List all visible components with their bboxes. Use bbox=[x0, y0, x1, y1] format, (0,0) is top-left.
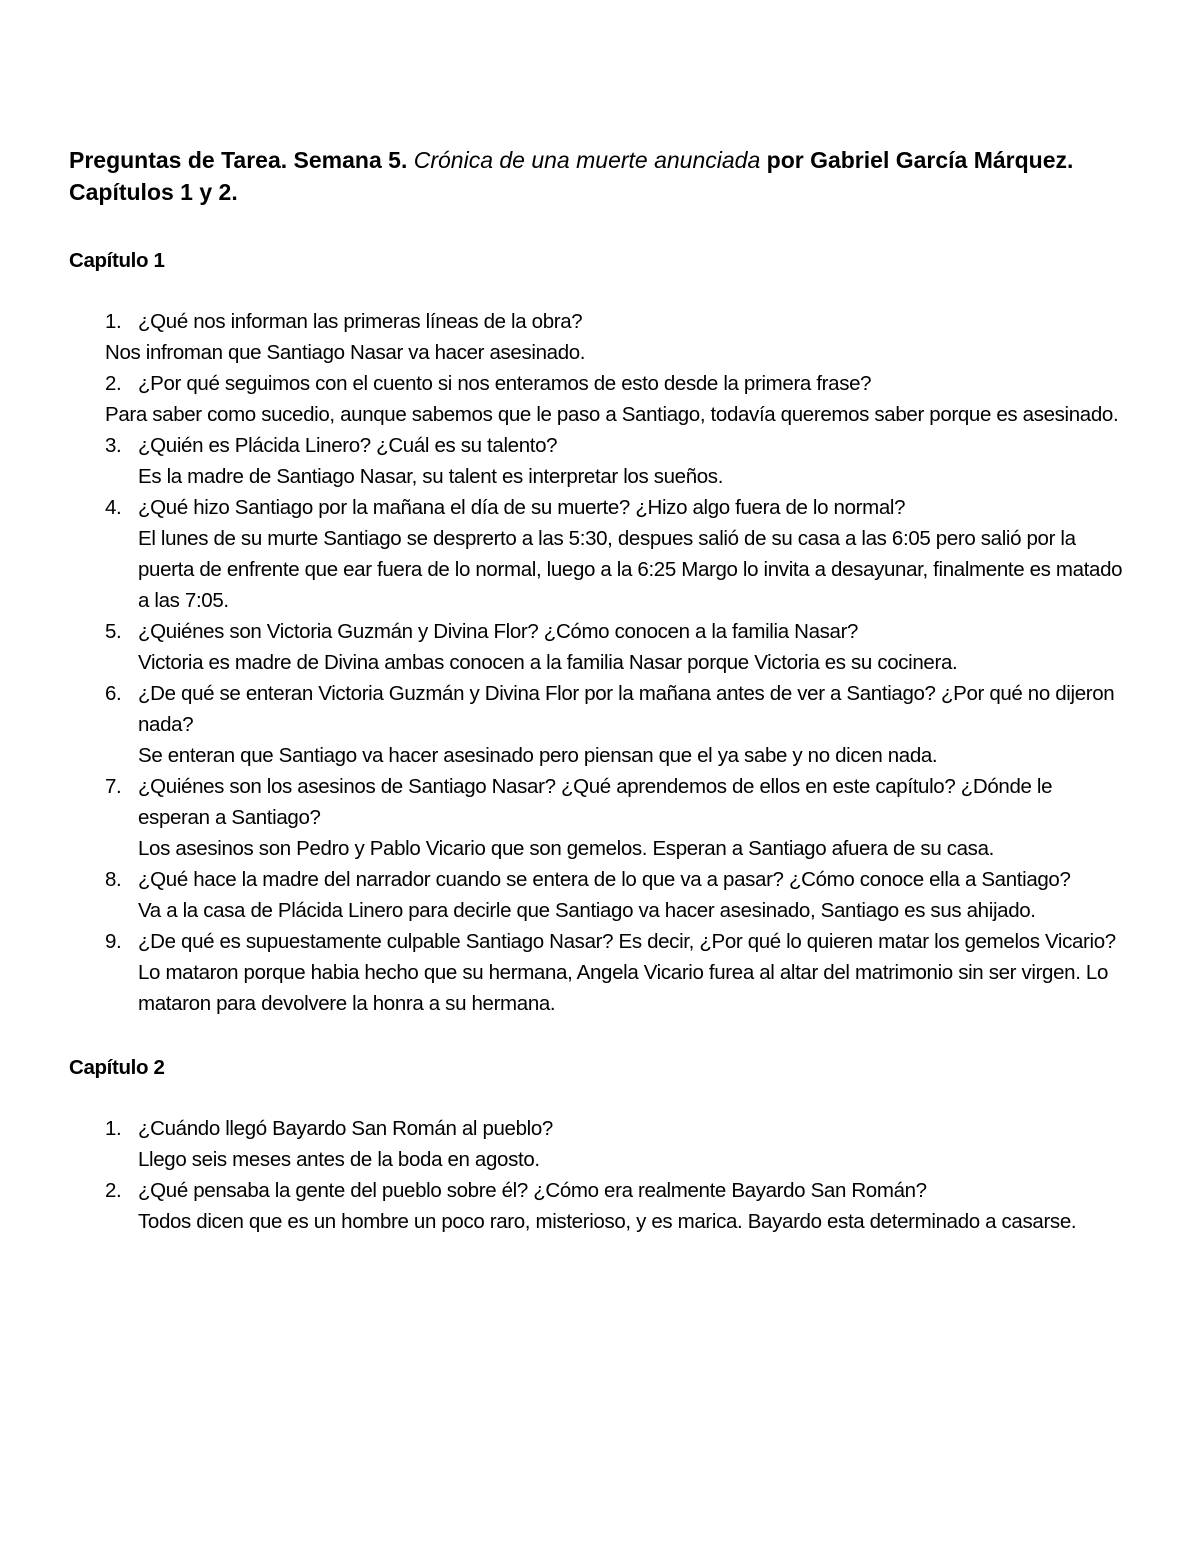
question-text: ¿Qué hizo Santiago por la mañana el día de su muerte? ¿Hizo algo fuera de lo normal? bbox=[138, 496, 906, 519]
question-text: ¿Quiénes son los asesinos de Santiago Nasar? ¿Qué aprendemos de ellos en este capítulo? ¿Dónde le esperan a Santiago? bbox=[138, 775, 1053, 829]
question-number: 4. bbox=[105, 496, 122, 519]
answer-text: Todos dicen que es un hombre un poco raro, misterioso, y es marica. Bayardo esta determinado a casarse. bbox=[138, 1210, 1077, 1233]
question-item bbox=[69, 368, 1129, 430]
question-text: ¿Por qué seguimos con el cuento si nos enteramos de esto desde la primera frase? bbox=[138, 372, 872, 395]
question-number: 2. bbox=[105, 372, 122, 395]
question-number: 2. bbox=[105, 1179, 122, 1202]
question-text: ¿Quiénes son Victoria Guzmán y Divina Flor? ¿Cómo conocen a la familia Nasar? bbox=[138, 620, 859, 643]
title-part1: Preguntas de Tarea. Semana 5. bbox=[69, 147, 414, 173]
question-item bbox=[69, 430, 1129, 492]
answer-text: El lunes de su murte Santiago se desprerto a las 5:30, despues salió de su casa a las 6:05 pero salió por la puerta de enfrente que ear fuera de lo normal, luego a la 6:25 Margo lo invita a desayunar, finalmente es matado a las 7:05. bbox=[138, 527, 1123, 612]
question-number: 1. bbox=[105, 1117, 122, 1140]
question-item bbox=[69, 864, 1129, 926]
question-item bbox=[69, 1113, 1129, 1175]
answer-text: Llego seis meses antes de la boda en agosto. bbox=[138, 1148, 540, 1171]
question-list bbox=[69, 1113, 1129, 1237]
question-number: 8. bbox=[105, 868, 122, 891]
answer-text: Los asesinos son Pedro y Pablo Vicario que son gemelos. Esperan a Santiago afuera de su casa. bbox=[138, 837, 994, 860]
answer-text: Para saber como sucedio, aunque sabemos que le paso a Santiago, todavía queremos saber porque es asesinado. bbox=[105, 403, 1119, 426]
chapters-container bbox=[69, 245, 1129, 1237]
document-page bbox=[69, 144, 1129, 1237]
question-number: 5. bbox=[105, 620, 122, 643]
title-part2: por Gabriel García Márquez. Capítulos 1 y 2. bbox=[69, 147, 1074, 205]
question-text: ¿Quién es Plácida Linero? ¿Cuál es su talento? bbox=[138, 434, 558, 457]
question-list bbox=[69, 306, 1129, 1019]
question-item bbox=[69, 771, 1129, 864]
chapter-heading: Capítulo 2 bbox=[69, 1056, 165, 1079]
question-item bbox=[69, 306, 1129, 368]
answer-text: Nos infroman que Santiago Nasar va hacer asesinado. bbox=[105, 341, 586, 364]
question-text: ¿De qué se enteran Victoria Guzmán y Divina Flor por la mañana antes de ver a Santiago? ¿Por qué no dijeron nada? bbox=[138, 682, 1115, 736]
answer-text: Lo mataron porque habia hecho que su hermana, Angela Vicario furea al altar del matrimonio sin ser virgen. Lo mataron para devolvere la honra a su hermana. bbox=[138, 961, 1108, 1015]
question-text: ¿Qué nos informan las primeras líneas de la obra? bbox=[138, 310, 583, 333]
question-text: ¿De qué es supuestamente culpable Santiago Nasar? Es decir, ¿Por qué lo quieren matar los gemelos Vicario? bbox=[138, 930, 1116, 953]
question-number: 6. bbox=[105, 682, 122, 705]
question-item bbox=[69, 678, 1129, 771]
book-title: Crónica de una muerte anunciada bbox=[413, 147, 761, 173]
question-text: ¿Qué pensaba la gente del pueblo sobre él? ¿Cómo era realmente Bayardo San Román? bbox=[138, 1179, 927, 1202]
question-number: 1. bbox=[105, 310, 122, 333]
question-item bbox=[69, 926, 1129, 1019]
question-item bbox=[69, 492, 1129, 616]
question-text: ¿Cuándo llegó Bayardo San Román al pueblo? bbox=[138, 1117, 553, 1140]
question-text: ¿Qué hace la madre del narrador cuando se entera de lo que va a pasar? ¿Cómo conoce ella a Santiago? bbox=[138, 868, 1071, 891]
answer-text: Va a la casa de Plácida Linero para decirle que Santiago va hacer asesinado, Santiago es sus ahijado. bbox=[138, 899, 1036, 922]
answer-text: Se enteran que Santiago va hacer asesinado pero piensan que el ya sabe y no dicen nada. bbox=[138, 744, 938, 767]
chapter-heading: Capítulo 1 bbox=[69, 249, 165, 272]
question-number: 3. bbox=[105, 434, 122, 457]
document-title bbox=[69, 144, 1129, 208]
question-item bbox=[69, 1175, 1129, 1237]
question-item bbox=[69, 616, 1129, 678]
answer-text: Es la madre de Santiago Nasar, su talent es interpretar los sueños. bbox=[138, 465, 724, 488]
question-number: 7. bbox=[105, 775, 122, 798]
question-number: 9. bbox=[105, 930, 122, 953]
answer-text: Victoria es madre de Divina ambas conocen a la familia Nasar porque Victoria es su cocinera. bbox=[138, 651, 958, 674]
